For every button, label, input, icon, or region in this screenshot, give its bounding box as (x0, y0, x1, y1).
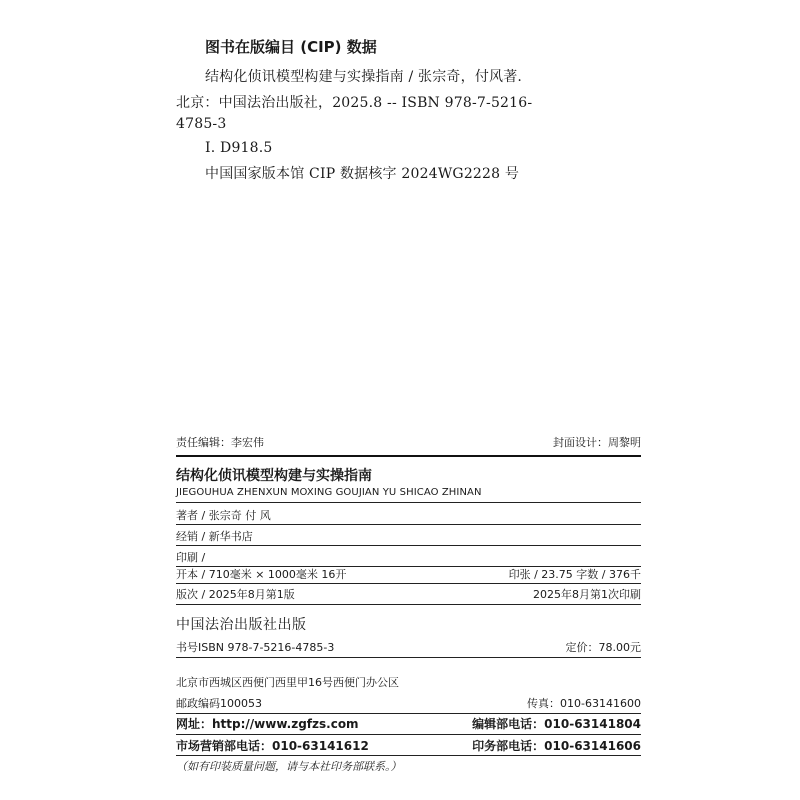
printer: 印刷 / (176, 551, 206, 564)
cip-verification-number: 中国国家版本馆 CIP 数据核字 2024WG2228 号 (205, 166, 520, 182)
cip-entry-line: 结构化侦讯模型构建与实操指南 / 张宗奇，付风著. (205, 69, 523, 85)
divider (176, 734, 641, 735)
divider (176, 657, 641, 658)
price: 定价：78.00元 (565, 641, 641, 654)
book-format: 开本 / 710毫米 × 1000毫米 16开 (176, 568, 347, 581)
divider (176, 604, 641, 605)
book-title: 结构化侦讯模型构建与实操指南 (176, 468, 372, 484)
divider (176, 755, 641, 756)
postcode: 邮政编码100053 (176, 697, 262, 710)
quality-notice: （如有印装质量问题，请与本社印务部联系。） (176, 760, 402, 773)
divider (176, 583, 641, 584)
marketing-phone: 市场营销部电话：010-63141612 (176, 739, 369, 753)
divider (176, 545, 641, 546)
website: 网址：http://www.zgfzs.com (176, 717, 359, 731)
printing-phone: 印务部电话：010-63141606 (472, 739, 641, 753)
divider (176, 455, 641, 457)
distributor: 经销 / 新华书店 (176, 530, 253, 543)
impression: 2025年8月第1次印刷 (533, 588, 641, 601)
cip-publication-line: 北京：中国法治出版社，2025.8 -- ISBN 978-7-5216- (176, 95, 533, 111)
authors: 著者 / 张宗奇 付 风 (176, 509, 271, 522)
publisher-address: 北京市西城区西便门西里甲16号西便门办公区 (176, 676, 399, 689)
editorial-phone: 编辑部电话：010-63141804 (472, 717, 641, 731)
divider (176, 524, 641, 525)
cip-title: 图书在版编目 (CIP) 数据 (205, 38, 377, 56)
fax: 传真：010-63141600 (527, 697, 641, 710)
divider (176, 502, 641, 503)
cover-designer: 封面设计：周黎明 (553, 436, 641, 449)
sheets-wordcount: 印张 / 23.75 字数 / 376千 (508, 568, 641, 581)
responsible-editor: 责任编辑：李宏伟 (176, 436, 264, 449)
divider (176, 713, 641, 714)
book-title-pinyin: JIEGOUHUA ZHENXUN MOXING GOUJIAN YU SHICAO ZHINAN (176, 487, 482, 498)
cip-classification: Ⅰ. D918.5 (205, 140, 273, 156)
edition: 版次 / 2025年8月第1版 (176, 588, 295, 601)
publisher-name: 中国法治出版社出版 (176, 617, 307, 633)
cip-isbn-continuation: 4785-3 (176, 116, 227, 132)
book-isbn: 书号ISBN 978-7-5216-4785-3 (176, 641, 335, 654)
